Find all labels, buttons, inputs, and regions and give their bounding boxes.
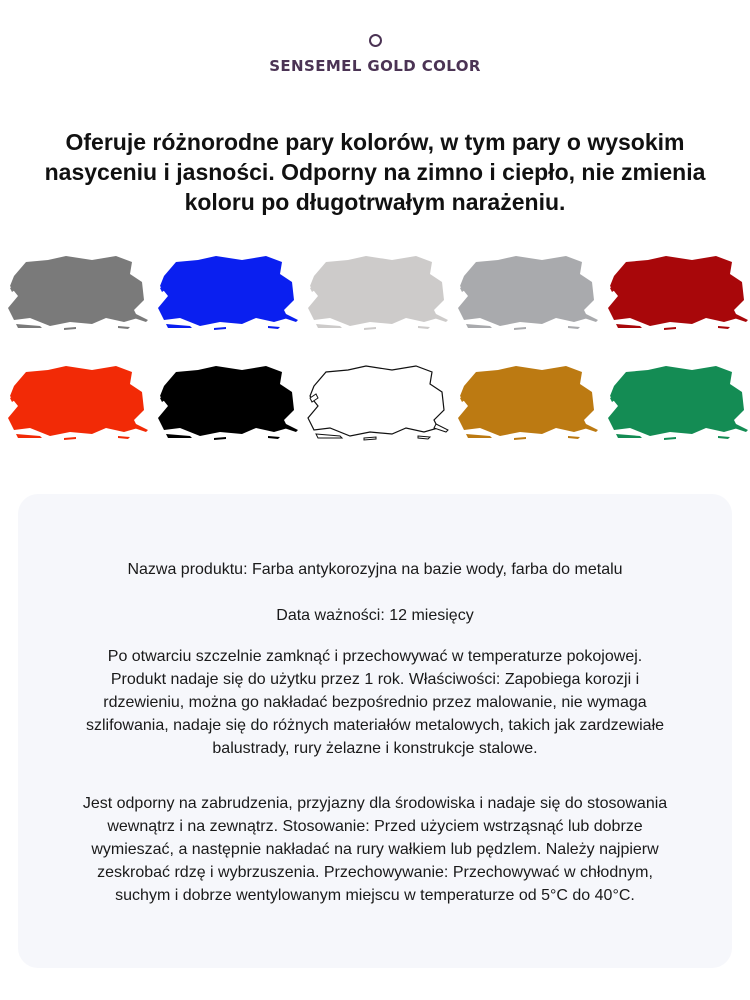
swatch-gold bbox=[456, 358, 602, 454]
paint-stroke bbox=[308, 256, 444, 326]
swatch-light-gray bbox=[306, 248, 452, 344]
swatch-blue bbox=[156, 248, 302, 344]
swatch-silver bbox=[456, 248, 602, 344]
paint-splatter bbox=[134, 314, 148, 322]
paint-splatter bbox=[284, 424, 298, 432]
brand-header bbox=[0, 30, 750, 75]
paint-stroke bbox=[458, 256, 594, 326]
paint-splatter bbox=[268, 436, 280, 439]
paint-splatter bbox=[584, 424, 598, 432]
paint-stroke bbox=[158, 366, 294, 436]
paint-splatter bbox=[134, 424, 148, 432]
paint-splatter bbox=[16, 434, 42, 438]
paint-splatter bbox=[364, 327, 376, 330]
product-info-card bbox=[18, 494, 732, 968]
paint-splatter bbox=[418, 436, 430, 439]
paint-stroke bbox=[608, 256, 744, 326]
paint-splatter bbox=[166, 324, 192, 328]
swatch-white bbox=[306, 358, 452, 454]
paint-splatter bbox=[214, 327, 226, 330]
product-name: Nazwa produktu: Farba antykorozyjna na bazie wody, farba do metalu bbox=[127, 561, 623, 578]
expiry-date: Data ważności: 12 miesięcy bbox=[276, 607, 474, 624]
ring-icon bbox=[369, 34, 382, 47]
paint-splatter bbox=[718, 436, 730, 439]
paint-splatter bbox=[166, 434, 192, 438]
storage-properties: Po otwarciu szczelnie zamknąć i przechowywać w temperaturze pokojowej. Produkt nadaje się do użytku przez 1 rok. Właściwości: Zapobiega korozji i rdzewieniu, można go nakładać bezpośrednio przez malowanie, nie wymaga szlifowania, nadaje się do różnych materiałów metalowych, takich jak zardzewiałe balustrady, rury żelazne i konstrukcje stalowe. bbox=[85, 648, 665, 757]
paint-splatter bbox=[664, 327, 676, 330]
paint-splatter bbox=[16, 324, 42, 328]
swatch-red bbox=[606, 248, 750, 344]
paint-splatter bbox=[514, 327, 526, 330]
paint-splatter bbox=[214, 437, 226, 440]
paint-splatter bbox=[568, 326, 580, 329]
usage-instructions: Jest odporny na zabrudzenia, przyjazny dla środowiska i nadaje się do stosowania wewnątrz i na zewnątrz. Stosowanie: Przed użyciem wstrząsnąć lub dobrze wymieszać, a następnie nakładać na rury wałkiem lub pędzlem. Należy najpierw zeskrobać rdzę i wybrzuszenia. Przechowywanie: Przechowywać w chłodnym, suchym i dobrze wentylowanym miejscu w temperaturze od 5°C do 40°C. bbox=[82, 795, 668, 904]
paint-splatter bbox=[434, 314, 448, 322]
paint-splatter bbox=[434, 424, 448, 432]
paint-splatter bbox=[718, 326, 730, 329]
paint-splatter bbox=[316, 324, 342, 328]
brand-name: SENSEMEL GOLD COLOR bbox=[269, 57, 481, 75]
swatch-gray bbox=[6, 248, 152, 344]
paint-stroke bbox=[8, 366, 144, 436]
paint-splatter bbox=[118, 436, 130, 439]
swatch-black bbox=[156, 358, 302, 454]
paint-splatter bbox=[118, 326, 130, 329]
paint-splatter bbox=[268, 326, 280, 329]
paint-splatter bbox=[616, 324, 642, 328]
paint-splatter bbox=[418, 326, 430, 329]
paint-splatter bbox=[568, 436, 580, 439]
paint-stroke bbox=[8, 256, 144, 326]
paint-splatter bbox=[64, 327, 76, 330]
paint-splatter bbox=[316, 434, 342, 438]
swatch-green bbox=[606, 358, 750, 454]
paint-splatter bbox=[364, 437, 376, 440]
paint-splatter bbox=[284, 314, 298, 322]
headline: Oferuje różnorodne pary kolorów, w tym pary o wysokim nasyceniu i jasności. Odporny na zimno i ciepło, nie zmienia koloru po długotrwałym narażeniu. bbox=[44, 129, 706, 216]
paint-stroke bbox=[458, 366, 594, 436]
paint-splatter bbox=[466, 434, 492, 438]
paint-splatter bbox=[664, 437, 676, 440]
paint-splatter bbox=[734, 314, 748, 322]
paint-splatter bbox=[466, 324, 492, 328]
paint-stroke bbox=[308, 366, 444, 436]
paint-stroke bbox=[608, 366, 744, 436]
paint-splatter bbox=[584, 314, 598, 322]
paint-stroke bbox=[158, 256, 294, 326]
swatch-orange bbox=[6, 358, 152, 454]
paint-splatter bbox=[514, 437, 526, 440]
paint-splatter bbox=[64, 437, 76, 440]
paint-splatter bbox=[616, 434, 642, 438]
paint-splatter bbox=[734, 424, 748, 432]
